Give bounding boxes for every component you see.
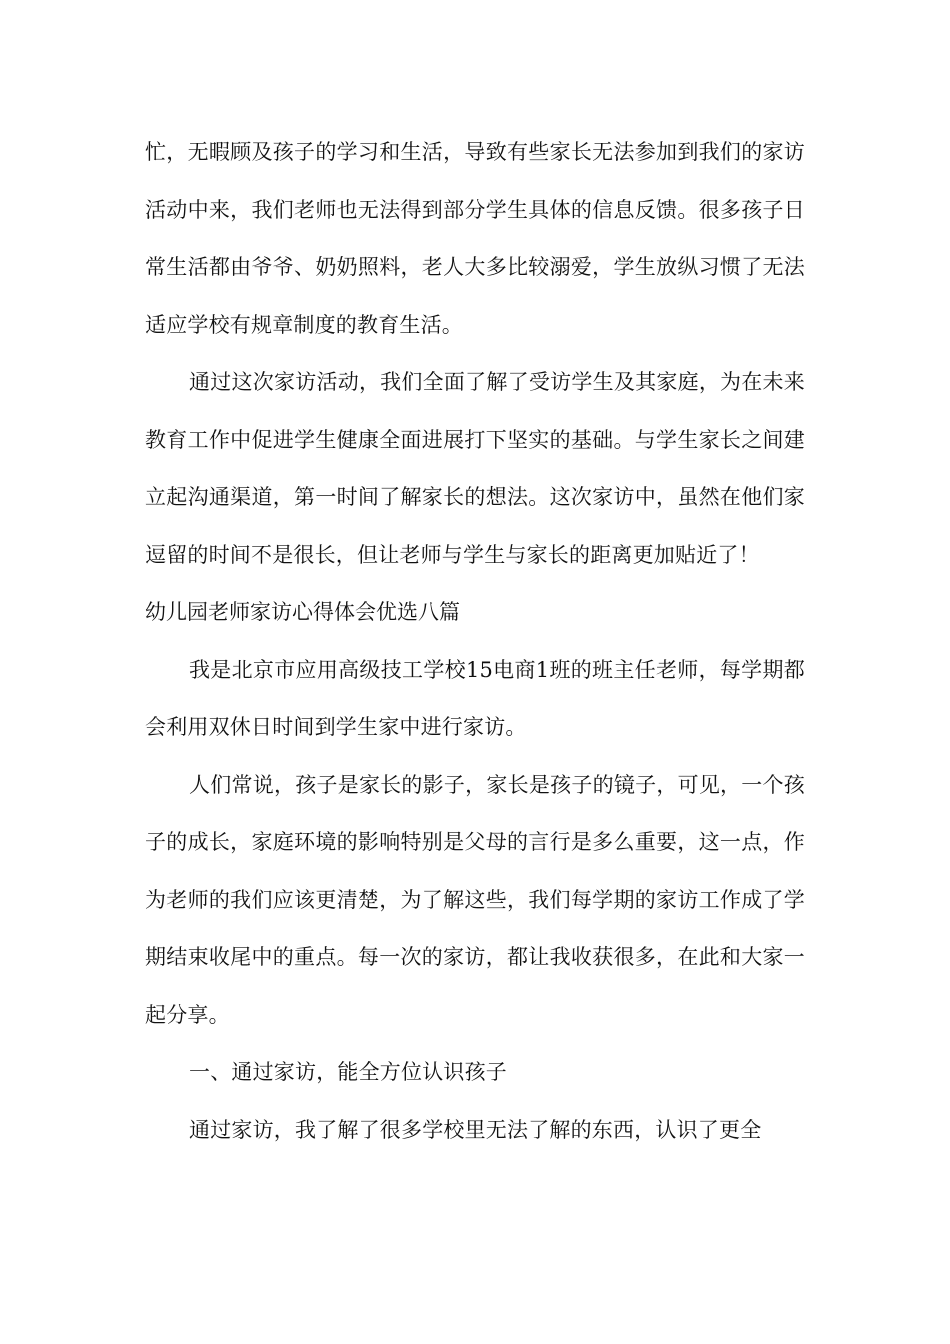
- paragraph-intro: 我是北京市应用高级技工学校15电商1班的班主任老师，每学期都会利用双休日时间到学生家中进行家访。: [145, 657, 805, 739]
- subheading-point-one: 一、通过家访，能全方位认识孩子: [189, 1060, 507, 1084]
- document-body: [145, 124, 805, 1159]
- paragraph-family-influence: 人们常说，孩子是家长的影子，家长是孩子的镜子，可见，一个孩子的成长，家庭环境的影响特别是父母的言行是多么重要，这一点，作为老师的我们应该更清楚，为了解这些，我们每学期的家访工作成了学期结束收尾中的重点。每一次的家访，都让我收获很多，在此和大家一起分享。: [145, 772, 805, 1027]
- section-title: 幼儿园老师家访心得体会优选八篇: [145, 600, 460, 624]
- paragraph-home-visit-summary: 通过这次家访活动，我们全面了解了受访学生及其家庭，为在未来教育工作中促进学生健康全面进展打下坚实的基础。与学生家长之间建立起沟通渠道，第一时间了解家长的想法。这次家访中，虽然在他们家逗留的时间不是很长，但让老师与学生与家长的距离更加贴近了！: [145, 370, 805, 567]
- paragraph-point-one-text: 通过家访，我了解了很多学校里无法了解的东西，认识了更全: [189, 1117, 762, 1142]
- paragraph-continued: 忙，无暇顾及孩子的学习和生活，导致有些家长无法参加到我们的家访活动中来，我们老师也无法得到部分学生具体的信息反馈。很多孩子日常生活都由爷爷、奶奶照料，老人大多比较溺爱，学生放纵习惯了无法适应学校有规章制度的教育生活。: [145, 140, 805, 337]
